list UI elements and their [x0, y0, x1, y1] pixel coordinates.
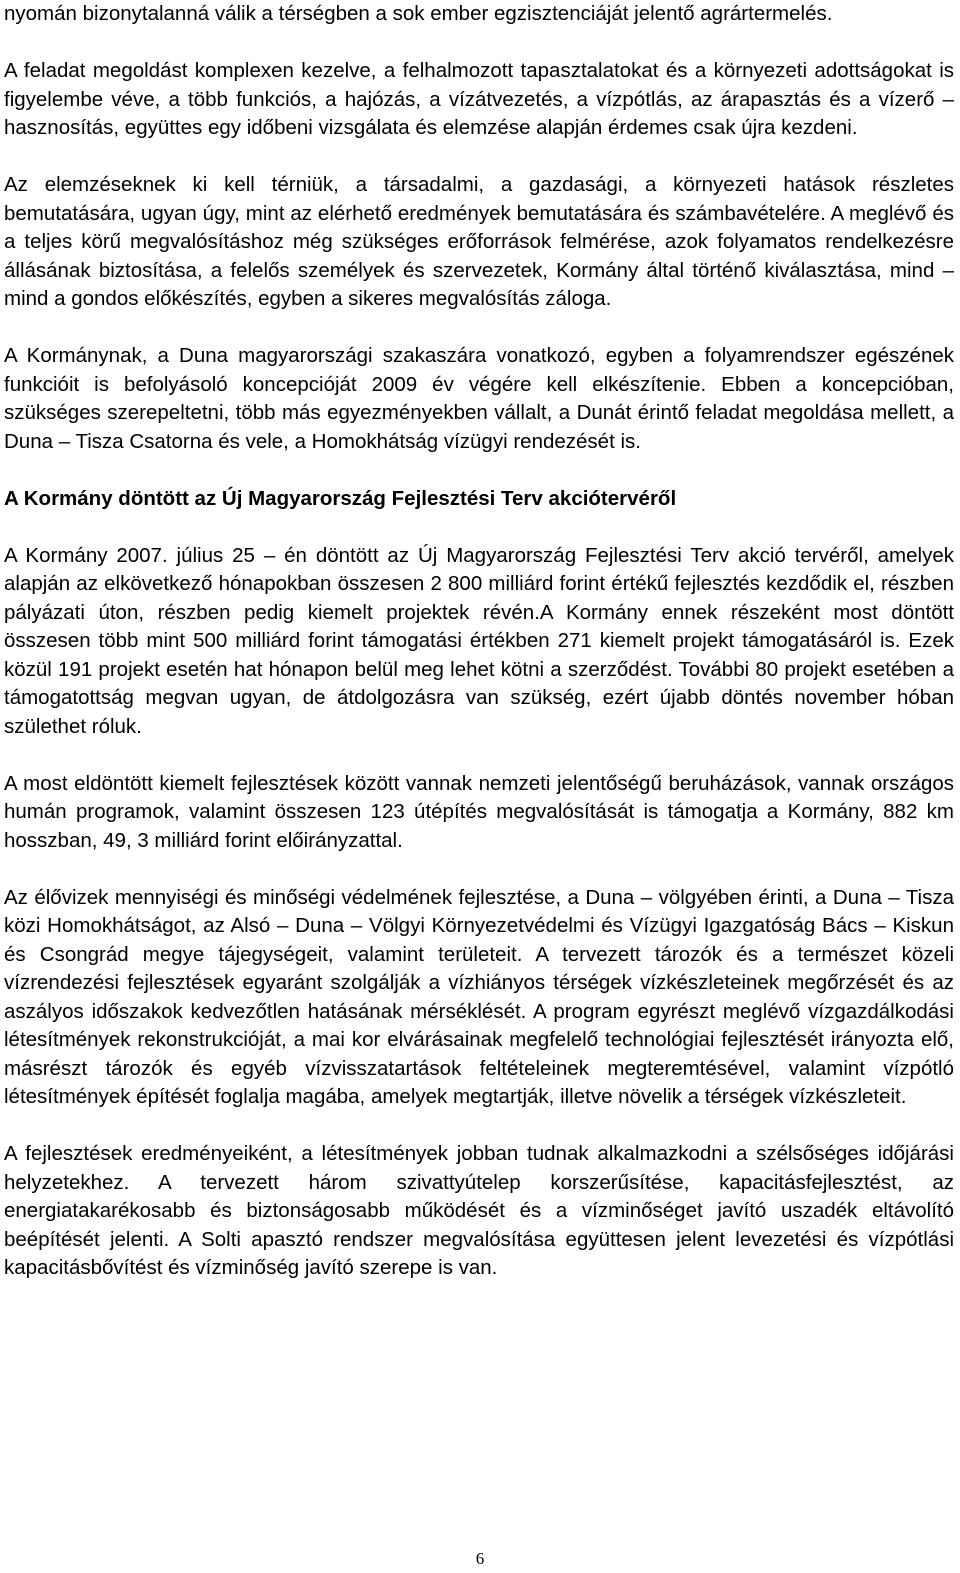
- paragraph-action-plan: A Kormány 2007. július 25 – én döntött az Új Magyarország Fejlesztési Terv akció tervéről, amelyek alapján az elkövetkező hónapokban összesen 2 800 milliárd forint értékű fejlesztés kezdődik el, részben pályázati úton, részben pedig kiemelt projektek révén.A Kormány ennek részeként most döntött összesen több mint 500 milliárd forint támogatási értékben 271 kiemelt projekt támogatásáról is. Ezek közül 191 projekt esetén hat hónapon belül meg lehet kötni a szerződést. További 80 projekt esetében a támogatottság megvan ugyan, de átdolgozásra van szükség, ezért újabb döntés november hóban születhet róluk.: [4, 543, 954, 738]
- paragraph-results: A fejlesztések eredményeiként, a létesítmények jobban tudnak alkalmazkodni a szélsőséges időjárási helyzetekhez. A tervezett három szivattyútelep korszerűsítése, kapacitásfejlesztést, az energiatakarékosabb és biztonságosabb működését és a vízminőséget javító uszadék eltávolító beépítését jelenti. A Solti apasztó rendszer megvalósítása együttesen jelent levezetési és vízpótlási kapacitásbővítést és vízminőség javító szerepe is van.: [4, 1142, 954, 1279]
- paragraph-priority-projects: A most eldöntött kiemelt fejlesztések között vannak nemzeti jelentőségű beruházások, vannak országos humán programok, valamint összesen 123 útépítés megvalósítását is támogatja a Kormány, 882 km hosszban, 49, 3 milliárd forint előirányzattal.: [4, 771, 954, 852]
- section-heading: A Kormány döntött az Új Magyarország Fejlesztési Terv akciótervéről: [4, 486, 677, 510]
- paragraph-intro-continuation: nyomán bizonytalanná válik a térségben a sok ember egzisztenciáját jelentő agrártermelés.: [4, 2, 833, 25]
- paragraph-government-concept: A Kormánynak, a Duna magyarországi szakaszára vonatkozó, egyben a folyamrendszer egészének funkcióit is befolyásoló koncepcióját 2009 év végére kell elkészítenie. Ebben a koncepcióban, szükséges szerepeltetni, több más egyezményekben vállalt, a Dunát érintő feladat megoldása mellett, a Duna – Tisza Csatorna és vele, a Homokhátság vízügyi rendezését is.: [4, 344, 954, 453]
- paragraph-complex-solution: A feladat megoldást komplexen kezelve, a felhalmozott tapasztalatokat és a környezeti adottságokat is figyelembe véve, a több funkciós, a hajózás, a vízátvezetés, a vízpótlás, az árapasztás és a vízerő – hasznosítás, együttes egy időbeni vizsgálata és elemzése alapján érdemes csak újra kezdeni.: [4, 59, 954, 139]
- paragraph-water-protection: Az élővizek mennyiségi és minőségi védelmének fejlesztése, a Duna – völgyében érinti, a Duna – Tisza közi Homokhátságot, az Alsó – Duna – Völgyi Környezetvédelmi és Vízügyi Igazgatóság Bács – Kiskun és Csongrád megye tájegységeit, valamint területeit. A tervezett tározók és a természet közeli vízrendezési fejlesztések egyaránt szolgálják a vízhiányos térségek vízkészleteinek megőrzését és az aszályos időszakok kedvezőtlen hatásának mérséklését. A program egyrészt meglévő vízgazdálkodási létesítmények rekonstrukcióját, a mai kor elvárásainak megfelelő technológiai fejlesztését irányozta elő, másrészt tározók és egyéb vízvisszatartások feltételeinek megteremtésével, valamint vízpótló létesítmények építését foglalja magába, amelyek megtartják, illetve növelik a térségek vízkészleteit.: [4, 885, 954, 1108]
- page-number: 6: [475, 1549, 485, 1568]
- paragraph-analysis: Az elemzéseknek ki kell térniük, a társadalmi, a gazdasági, a környezeti hatások részletes bemutatására, ugyan úgy, mint az elérhető eredmények bemutatására és számbavételére. A meglévő és a teljes körű megvalósításhoz még szükséges erőforrások felmérése, azok folyamatos rendelkezésre állásának biztosítása, a felelős személyek és szervezetek, Kormány által történő kiválasztása, mind – mind a gondos előkészítés, egyben a sikeres megvalósítás záloga.: [4, 173, 954, 310]
- document-page: [4, 0, 954, 1283]
